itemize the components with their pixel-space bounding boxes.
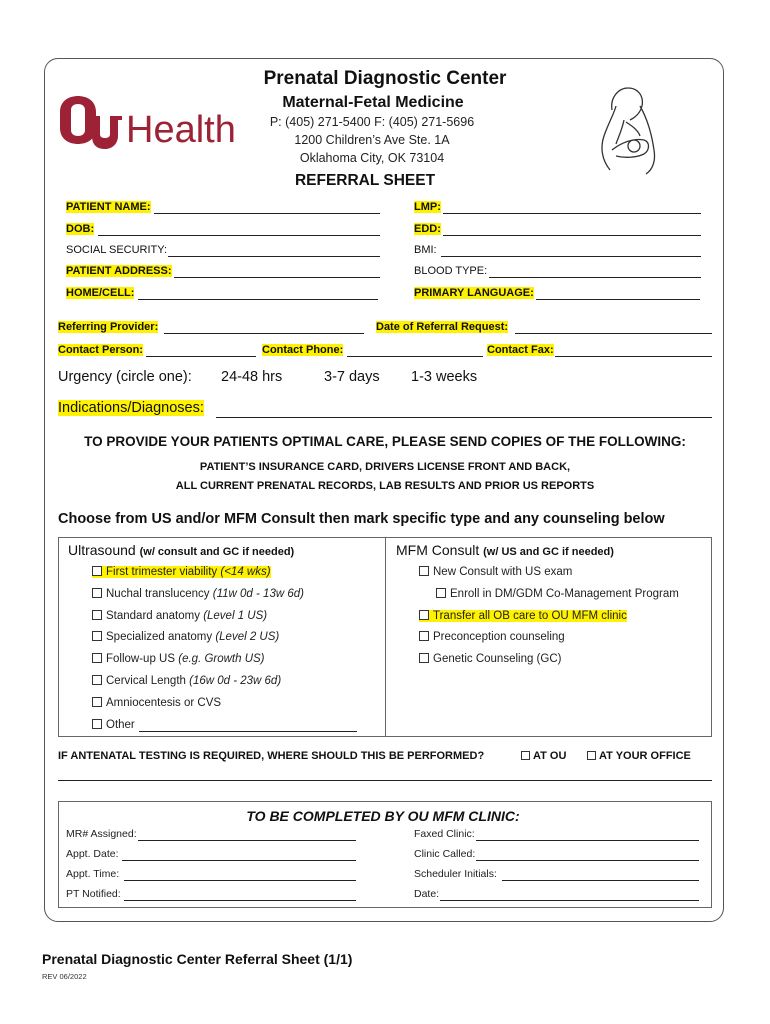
us-specialized-anatomy[interactable]: Specialized anatomy (Level 2 US) bbox=[92, 631, 279, 643]
antenatal-at-ou[interactable]: AT OU bbox=[521, 750, 566, 762]
referral-date-label: Date of Referral Request: bbox=[376, 321, 509, 333]
notice-line-2: PATIENT’S INSURANCE CARD, DRIVERS LICENSE FRONT AND BACK, bbox=[199, 461, 571, 473]
checkbox[interactable] bbox=[419, 631, 429, 641]
checkbox[interactable] bbox=[419, 653, 429, 663]
antenatal-question: IF ANTENATAL TESTING IS REQUIRED, WHERE SHOULD THIS BE PERFORMED? bbox=[58, 750, 485, 762]
pt-notified-label: PT Notified: bbox=[66, 888, 121, 900]
indications-field[interactable] bbox=[216, 417, 712, 418]
section-divider bbox=[58, 780, 712, 781]
faxed-clinic-label: Faxed Clinic: bbox=[414, 828, 475, 840]
mfm-genetic-counseling[interactable]: Genetic Counseling (GC) bbox=[419, 653, 561, 665]
scheduler-initials-field[interactable] bbox=[502, 880, 699, 881]
notice-line-3: ALL CURRENT PRENATAL RECORDS, LAB RESULTS AND PRIOR US REPORTS bbox=[175, 480, 595, 492]
ssn-label: SOCIAL SECURITY: bbox=[66, 244, 168, 256]
appt-date-label: Appt. Date: bbox=[66, 848, 119, 860]
patient-name-field[interactable] bbox=[154, 213, 380, 214]
clinic-called-label: Clinic Called: bbox=[414, 848, 476, 860]
checkbox[interactable] bbox=[92, 719, 102, 729]
contact-phone-field[interactable] bbox=[347, 356, 483, 357]
appt-time-label: Appt. Time: bbox=[66, 868, 120, 880]
lmp-field[interactable] bbox=[443, 213, 701, 214]
urgency-option-1-3-weeks[interactable]: 1-3 weeks bbox=[411, 369, 478, 385]
form-title: REFERRAL SHEET bbox=[294, 172, 436, 189]
contact-person-field[interactable] bbox=[146, 356, 256, 357]
appt-time-field[interactable] bbox=[124, 880, 356, 881]
address-line-1: 1200 Children’s Ave Ste. 1A bbox=[294, 133, 450, 147]
indications-label: Indications/Diagnoses: bbox=[58, 400, 204, 416]
contact-phone-label: Contact Phone: bbox=[262, 344, 344, 356]
ssn-field[interactable] bbox=[168, 256, 380, 257]
mr-assigned-field[interactable] bbox=[138, 840, 356, 841]
checkbox[interactable] bbox=[521, 751, 530, 760]
dob-label: DOB: bbox=[66, 223, 95, 235]
urgency-option-24-48-hrs[interactable]: 24-48 hrs bbox=[221, 369, 283, 385]
checkbox[interactable] bbox=[419, 566, 429, 576]
checkbox[interactable] bbox=[92, 653, 102, 663]
mr-assigned-label: MR# Assigned: bbox=[66, 828, 137, 840]
us-first-trimester-viability[interactable]: First trimester viability (<14 wks) bbox=[92, 566, 271, 578]
faxed-clinic-field[interactable] bbox=[476, 840, 699, 841]
appt-date-field[interactable] bbox=[122, 860, 356, 861]
urgency-option-3-7-days[interactable]: 3-7 days bbox=[324, 369, 380, 385]
edd-field[interactable] bbox=[443, 235, 701, 236]
contact-person-label: Contact Person: bbox=[58, 344, 143, 356]
send-copies-notice: TO PROVIDE YOUR PATIENTS OPTIMAL CARE, PLEASE SEND COPIES OF THE FOLLOWING: bbox=[84, 434, 686, 449]
checkbox[interactable] bbox=[92, 588, 102, 598]
pt-notified-field[interactable] bbox=[124, 900, 356, 901]
patient-address-field[interactable] bbox=[174, 277, 380, 278]
column-divider bbox=[385, 537, 386, 737]
bmi-label: BMI: bbox=[414, 244, 437, 256]
mfm-transfer-ob-care[interactable]: Transfer all OB care to OU MFM clinic bbox=[419, 610, 627, 622]
scheduler-initials-label: Scheduler Initials: bbox=[414, 868, 497, 880]
blood-type-field[interactable] bbox=[489, 277, 701, 278]
patient-address-label: PATIENT ADDRESS: bbox=[66, 265, 172, 277]
choose-instructions: Choose from US and/or MFM Consult then mark specific type and any counseling below bbox=[58, 511, 665, 527]
blood-type-label: BLOOD TYPE: bbox=[414, 265, 488, 277]
mfm-consult-title: MFM Consult (w/ US and GC if needed) bbox=[396, 542, 614, 558]
us-standard-anatomy[interactable]: Standard anatomy (Level 1 US) bbox=[92, 610, 267, 622]
checkbox[interactable] bbox=[419, 610, 429, 620]
referring-provider-label: Referring Provider: bbox=[58, 321, 159, 333]
antenatal-at-your-office[interactable]: AT YOUR OFFICE bbox=[587, 750, 691, 762]
referral-date-field[interactable] bbox=[515, 333, 712, 334]
us-amniocentesis-cvs[interactable]: Amniocentesis or CVS bbox=[92, 697, 221, 709]
checkbox[interactable] bbox=[92, 610, 102, 620]
mfm-new-consult[interactable]: New Consult with US exam bbox=[419, 566, 572, 578]
us-follow-up[interactable]: Follow-up US (e.g. Growth US) bbox=[92, 653, 265, 665]
revision-date: REV 06/2022 bbox=[42, 972, 87, 981]
primary-language-label: PRIMARY LANGUAGE: bbox=[414, 287, 534, 299]
phone-fax: P: (405) 271-5400 F: (405) 271-5696 bbox=[269, 115, 475, 129]
checkbox[interactable] bbox=[92, 566, 102, 576]
ultrasound-title: Ultrasound (w/ consult and GC if needed) bbox=[68, 542, 295, 558]
edd-label: EDD: bbox=[414, 223, 441, 235]
clinic-section-title: TO BE COMPLETED BY OU MFM CLINIC: bbox=[246, 808, 520, 824]
center-subtitle: Maternal-Fetal Medicine bbox=[282, 94, 464, 111]
us-other-field[interactable] bbox=[139, 731, 357, 732]
primary-language-field[interactable] bbox=[536, 299, 700, 300]
clinic-called-field[interactable] bbox=[476, 860, 699, 861]
contact-fax-label: Contact Fax: bbox=[487, 344, 554, 356]
home-cell-field[interactable] bbox=[138, 299, 378, 300]
referring-provider-field[interactable] bbox=[164, 333, 364, 334]
us-nuchal-translucency[interactable]: Nuchal translucency (11w 0d - 13w 6d) bbox=[92, 588, 304, 600]
address-line-2: Oklahoma City, OK 73104 bbox=[299, 151, 445, 165]
us-other[interactable]: Other bbox=[92, 719, 135, 731]
us-cervical-length[interactable]: Cervical Length (16w 0d - 23w 6d) bbox=[92, 675, 281, 687]
checkbox[interactable] bbox=[92, 697, 102, 707]
dob-field[interactable] bbox=[98, 235, 380, 236]
checkbox[interactable] bbox=[587, 751, 596, 760]
clinic-date-field[interactable] bbox=[440, 900, 699, 901]
mfm-preconception-counseling[interactable]: Preconception counseling bbox=[419, 631, 565, 643]
footer-title: Prenatal Diagnostic Center Referral Sheet (1/1) bbox=[42, 951, 353, 967]
patient-name-label: PATIENT NAME: bbox=[66, 201, 151, 213]
contact-fax-field[interactable] bbox=[555, 356, 712, 357]
bmi-field[interactable] bbox=[441, 256, 701, 257]
checkbox[interactable] bbox=[92, 675, 102, 685]
urgency-label: Urgency (circle one): bbox=[58, 369, 192, 385]
checkbox[interactable] bbox=[436, 588, 446, 598]
svg-text:Health: Health bbox=[126, 109, 236, 151]
center-title: Prenatal Diagnostic Center bbox=[263, 68, 507, 89]
home-cell-label: HOME/CELL: bbox=[66, 287, 135, 299]
mfm-enroll-dm-gdm[interactable]: Enroll in DM/GDM Co-Management Program bbox=[436, 588, 679, 600]
lmp-label: LMP: bbox=[414, 201, 441, 213]
checkbox[interactable] bbox=[92, 631, 102, 641]
clinic-date-label: Date: bbox=[414, 888, 440, 900]
